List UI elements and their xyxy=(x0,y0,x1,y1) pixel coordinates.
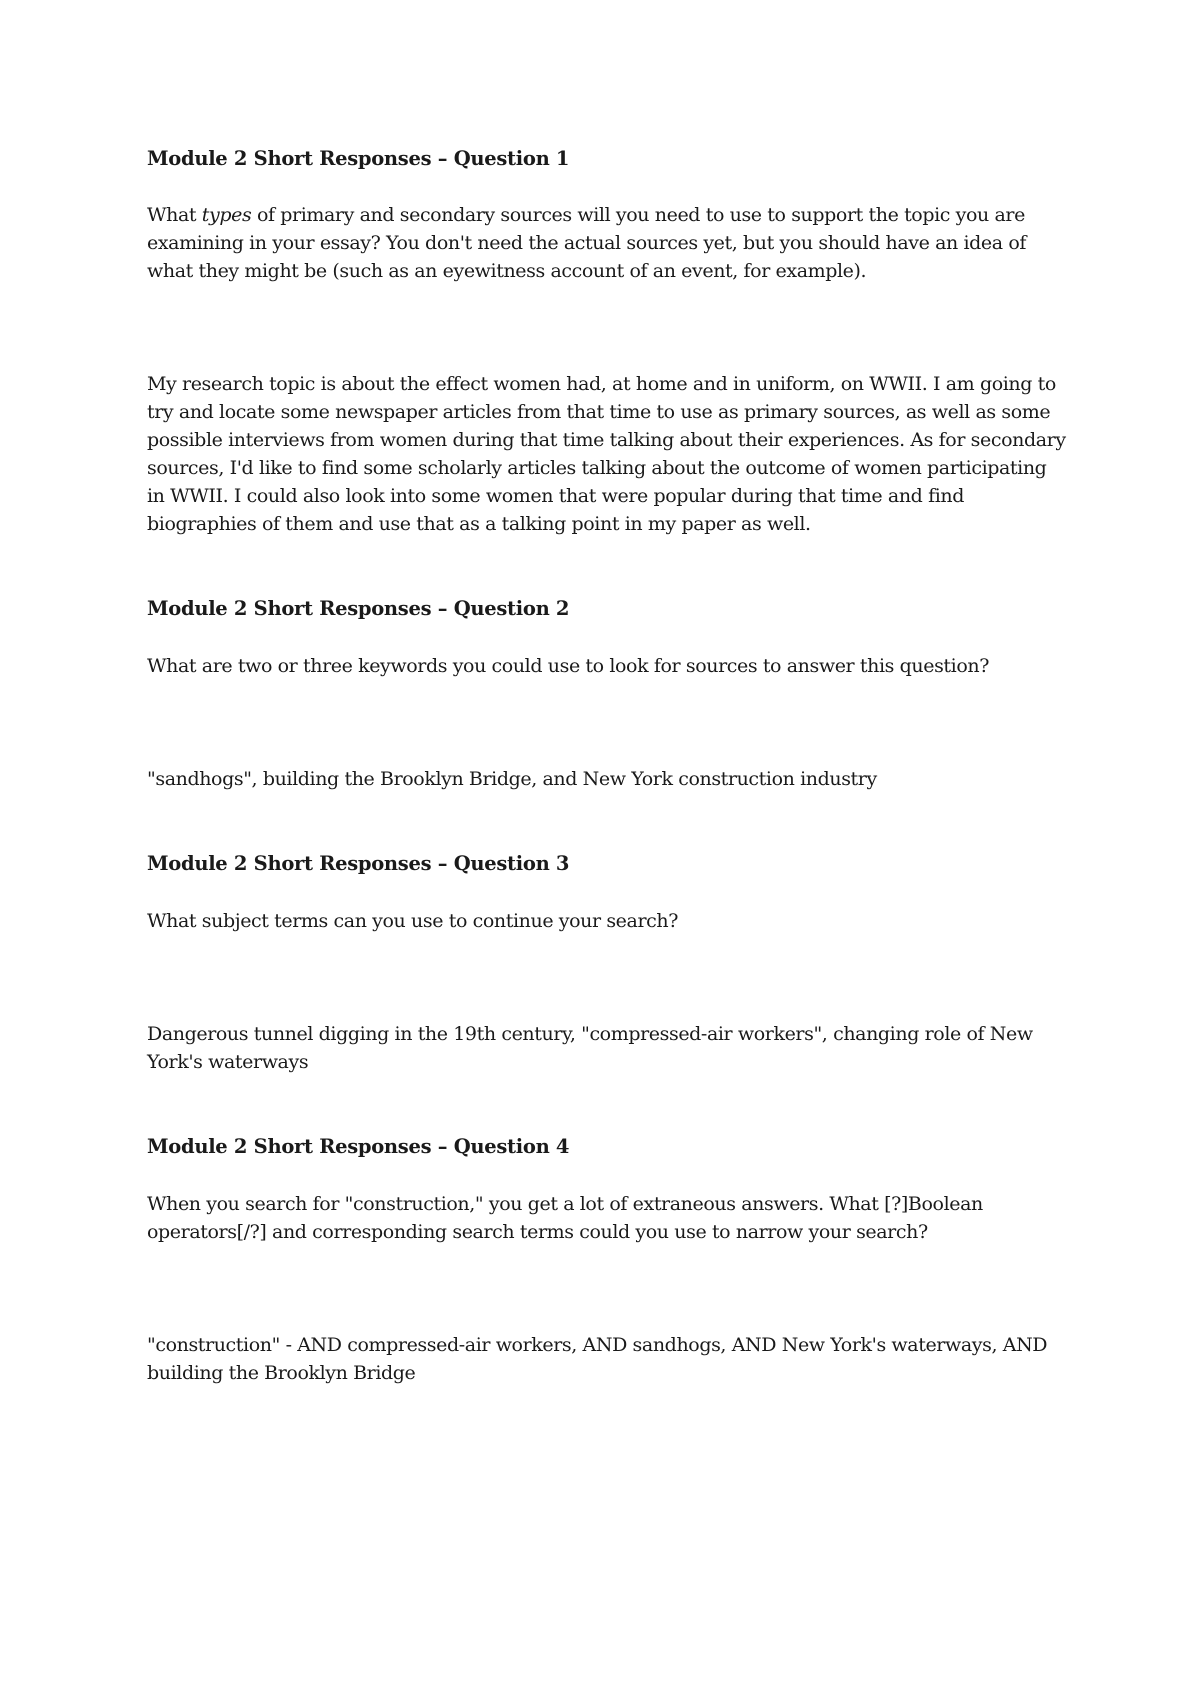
question-4-prompt: When you search for "construction," you get a lot of extraneous answers. What [?]Boolean operators[/?] and corresponding search terms could you use to narrow your search? xyxy=(147,1193,983,1243)
question-1-answer: My research topic is about the effect women had, at home and in uniform, on WWII. I am going to try and locate some newspaper articles from that time to use as primary sources, as well as some possible interviews from women during that time talking about their experiences. As for secondary sources, I'd like to find some scholarly articles talking about the outcome of women participating in WWII. I could also look into some women that were popular during that time and find biographies of them and use that as a talking point in my paper as well. xyxy=(147,373,1066,535)
document-page xyxy=(147,145,1067,1387)
question-2-heading: Module 2 Short Responses – Question 2 xyxy=(147,597,570,620)
question-1-prompt-end: of primary and secondary sources will you need to use to support the topic you are examining in your essay? You don't need the actual sources yet, but you should have an idea of what they might be (such as an eyewitness account of an event, for example). xyxy=(147,204,1027,282)
question-1-heading: Module 2 Short Responses – Question 1 xyxy=(147,147,570,170)
question-1-prompt-emphasis: types xyxy=(201,204,252,226)
question-2-answer: "sandhogs", building the Brooklyn Bridge, and New York construction industry xyxy=(147,768,877,790)
question-3-prompt: What subject terms can you use to continue your search? xyxy=(147,910,679,932)
question-1-prompt-start: What xyxy=(147,204,202,226)
question-4-answer: "construction" - AND compressed-air workers, AND sandhogs, AND New York's waterways, AND building the Brooklyn Bridge xyxy=(147,1334,1048,1384)
question-3-heading: Module 2 Short Responses – Question 3 xyxy=(147,852,570,875)
question-1-prompt xyxy=(147,201,1067,285)
question-3-answer: Dangerous tunnel digging in the 19th century, "compressed-air workers", changing role of New York's waterways xyxy=(147,1023,1033,1073)
question-2-prompt: What are two or three keywords you could use to look for sources to answer this question? xyxy=(147,655,989,677)
question-4-heading: Module 2 Short Responses – Question 4 xyxy=(147,1135,570,1158)
